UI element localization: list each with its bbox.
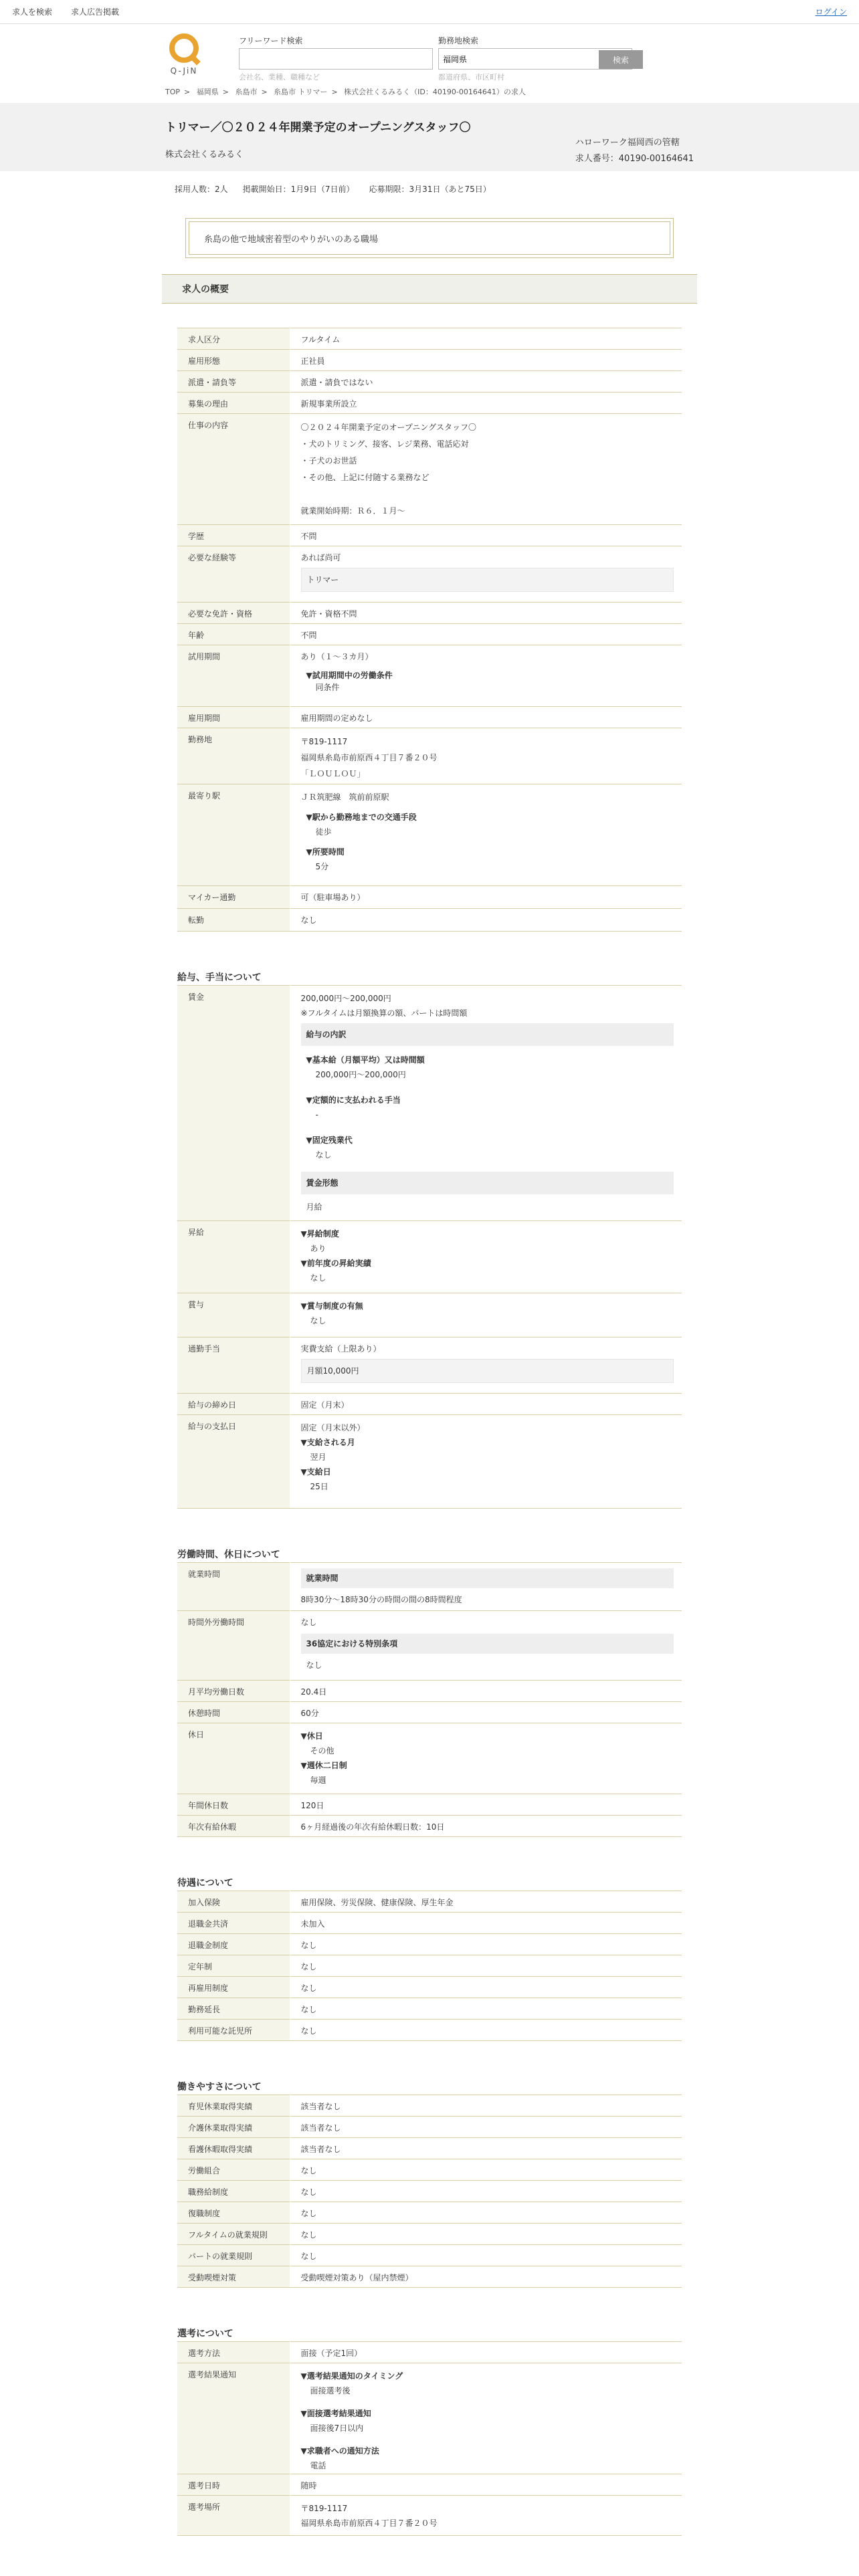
row-value: なし	[290, 1955, 682, 1977]
row-label: 看護休暇取得実績	[177, 2138, 290, 2159]
row-label: 賃金	[177, 986, 290, 1221]
row-label: 必要な経験等	[177, 546, 290, 603]
q-logo-icon	[169, 33, 199, 63]
commute-box: 月額10,000円	[301, 1359, 674, 1383]
post-ad-link[interactable]: 求人広告掲載	[71, 7, 120, 17]
row-value: 不問	[290, 525, 682, 546]
row-value: 該当者なし	[290, 2138, 682, 2159]
row-value: 〇２０２４年開業予定のオープニングスタッフ〇 ・犬のトリミング、接客、レジ業務、電話応対 ・子犬のお世話 ・その他、上記に付随する業務など 就業開始時期：Ｒ６．１月～	[290, 414, 682, 525]
row-value: 120日	[290, 1794, 682, 1816]
row-label: 雇用形態	[177, 350, 290, 371]
row-value: 面接（予定1回）	[290, 2342, 682, 2363]
row-label: 受動喫煙対策	[177, 2266, 290, 2288]
row-label: マイカー通勤	[177, 886, 290, 909]
row-value: ▼昇給制度 あり ▼前年度の昇給実績 なし	[290, 1221, 682, 1293]
row-value: 〒819-1117 福岡県糸島市前原西４丁目７番２０号 「ＬＯＵＬＯＵ」	[290, 728, 682, 784]
site-logo[interactable]	[165, 33, 203, 76]
row-value: なし	[290, 1934, 682, 1955]
company-name: 株式会社くるみるく	[165, 150, 244, 160]
row-value: 免許・資格不問	[290, 603, 682, 624]
row-value: なし	[290, 1977, 682, 1998]
office-name: ハローワーク福岡西の管轄	[575, 138, 680, 148]
row-label: 休憩時間	[177, 1702, 290, 1723]
workstyle-table	[177, 2095, 682, 2288]
catchphrase-box	[185, 218, 674, 258]
row-value: なし 36協定における特別条項 なし	[290, 1611, 682, 1681]
row-label: 休日	[177, 1723, 290, 1794]
row-value: ▼休日 その他 ▼週休二日制 毎週	[290, 1723, 682, 1794]
experience-box: トリマー	[301, 568, 674, 592]
row-label: 定年制	[177, 1955, 290, 1977]
apply-deadline: 応募期限：3月31日（あと75日）	[369, 184, 491, 194]
salary-table	[177, 985, 682, 1509]
row-label: 勤務地	[177, 728, 290, 784]
job-number: 求人番号：40190-00164641	[575, 154, 694, 164]
row-value: フルタイム	[290, 328, 682, 350]
row-value: なし	[290, 909, 682, 932]
row-label: 仕事の内容	[177, 414, 290, 525]
job-title: トリマー／〇２０２４年開業予定のオープニングスタッフ〇	[165, 121, 471, 134]
keyword-hint: 会社名、業種、職種など	[239, 73, 320, 82]
row-label: フルタイムの就業規則	[177, 2224, 290, 2245]
search-button[interactable]: 検索	[599, 50, 643, 69]
job-header	[0, 103, 859, 171]
location-hint: 都道府県、市区町村	[438, 73, 504, 82]
row-label: 選考方法	[177, 2342, 290, 2363]
row-label: 就業時間	[177, 1563, 290, 1611]
row-label: 給与の支払日	[177, 1415, 290, 1509]
row-value: 正社員	[290, 350, 682, 371]
benefits-table	[177, 1891, 682, 2041]
row-label: 月平均労働日数	[177, 1681, 290, 1702]
row-value: 200,000円〜200,000円 ※フルタイムは月額換算の額、パートは時間額 給与の内訳 ▼基本給（月額平均）又は時間額 200,000円〜200,000円 ▼定額的に支払われる手当 - ▼固定残業代 なし 賃金形態 月給	[290, 986, 682, 1221]
row-label: 年齢	[177, 624, 290, 645]
row-value: 20.4日	[290, 1681, 682, 1702]
row-label: 派遣・請負等	[177, 371, 290, 393]
job-meta	[165, 171, 694, 206]
row-value: 就業時間 8時30分〜18時30分の時間の間の8時間程度	[290, 1563, 682, 1611]
workstyle-heading: 働きやすさについて	[177, 2082, 262, 2092]
salary-heading: 給与、手当について	[177, 972, 262, 983]
row-label: 退職金共済	[177, 1913, 290, 1934]
row-label: 学歴	[177, 525, 290, 546]
row-label: 年次有給休暇	[177, 1816, 290, 1837]
row-value: 可（駐車場あり）	[290, 886, 682, 909]
top-navigation	[0, 0, 859, 24]
row-value: なし	[290, 2159, 682, 2181]
breadcrumb: TOP > 福岡県 > 糸島市 > 糸島市 トリマー > 株式会社くるみるく（ID：40190-00164641）の求人	[165, 88, 526, 96]
row-label: 育児休業取得実績	[177, 2095, 290, 2117]
row-value: なし	[290, 2224, 682, 2245]
row-value: 新規事業所設立	[290, 393, 682, 414]
keyword-label: フリーワード検索	[239, 36, 303, 45]
row-value: あれば尚可 トリマー	[290, 546, 682, 603]
row-value: 固定（月末）	[290, 1394, 682, 1415]
office-info	[575, 135, 694, 167]
selection-heading: 選考について	[177, 2329, 233, 2339]
row-value: 該当者なし	[290, 2117, 682, 2138]
breadcrumb-current: 株式会社くるみるく（ID：40190-00164641）の求人	[344, 88, 526, 96]
row-value: 60分	[290, 1702, 682, 1723]
row-label: 雇用期間	[177, 707, 290, 728]
row-value: 該当者なし	[290, 2095, 682, 2117]
row-value: 6ヶ月経過後の年次有給休暇日数：10日	[290, 1816, 682, 1837]
row-value: ▼選考結果通知のタイミング 面接選考後 ▼面接選考結果通知 面接後7日以内 ▼求職者への通知方法 電話	[290, 2363, 682, 2474]
overview-table	[177, 328, 682, 932]
row-label: 労働組合	[177, 2159, 290, 2181]
row-value: あり（１～３カ月） ▼試用期間中の労働条件 同条件	[290, 645, 682, 707]
breakdown-header: 給与の内訳	[301, 1023, 674, 1046]
job-detail	[177, 328, 682, 2536]
row-label: 勤務延長	[177, 1998, 290, 2020]
row-label: 転勤	[177, 909, 290, 932]
keyword-search	[239, 35, 433, 82]
keyword-input[interactable]	[239, 48, 433, 70]
row-label: 再雇用制度	[177, 1977, 290, 1998]
hours-heading: 労働時間、休日について	[177, 1549, 280, 1560]
logo-text: Q-JiN	[170, 66, 198, 76]
row-value: 固定（月末以外） ▼支給される月 翌月 ▼支給日 25日	[290, 1415, 682, 1509]
row-value: 実費支給（上限あり） 月額10,000円	[290, 1337, 682, 1394]
row-value: 雇用期間の定めなし	[290, 707, 682, 728]
selection-table	[177, 2341, 682, 2536]
row-label: 選考場所	[177, 2496, 290, 2536]
login-link[interactable]: ログイン	[815, 7, 847, 17]
row-value: 派遣・請負ではない	[290, 371, 682, 393]
site-header	[165, 24, 694, 86]
row-value: 随時	[290, 2474, 682, 2496]
catchphrase: 糸島の他で地域密着型のやりがいのある職場	[189, 221, 670, 255]
post-start: 掲載開始日：1月9日（7日前）	[242, 184, 355, 194]
benefits-heading: 待遇について	[177, 1878, 233, 1889]
row-value: 雇用保険、労災保険、健康保険、厚生年金	[290, 1891, 682, 1913]
staff-count: 採用人数：2人	[175, 184, 228, 194]
row-label: 必要な免許・資格	[177, 603, 290, 624]
breadcrumb-city[interactable]: 糸島市	[235, 88, 258, 96]
row-label: 最寄り駅	[177, 784, 290, 886]
row-label: 復職制度	[177, 2202, 290, 2224]
row-label: 昇給	[177, 1221, 290, 1293]
breadcrumb-category[interactable]: 糸島市 トリマー	[274, 88, 328, 96]
row-label: 時間外労働時間	[177, 1611, 290, 1681]
row-value: なし	[290, 1998, 682, 2020]
row-value: ＪＲ筑肥線 筑前前原駅 ▼駅から勤務地までの交通手段 徒歩 ▼所要時間 5分	[290, 784, 682, 886]
row-label: 利用可能な託児所	[177, 2020, 290, 2041]
section-heading: 求人の概要	[162, 274, 697, 304]
row-value: なし	[290, 2181, 682, 2202]
row-label: 試用期間	[177, 645, 290, 707]
row-value: なし	[290, 2245, 682, 2266]
row-value: なし	[290, 2202, 682, 2224]
row-label: 職務給制度	[177, 2181, 290, 2202]
row-value: 未加入	[290, 1913, 682, 1934]
row-label: 賞与	[177, 1293, 290, 1337]
location-label: 勤務地検索	[438, 36, 479, 45]
row-label: 求人区分	[177, 328, 290, 350]
row-value: なし	[290, 2020, 682, 2041]
breadcrumb-top[interactable]: TOP	[165, 88, 181, 96]
find-jobs-link[interactable]: 求人を検索	[12, 7, 53, 17]
row-label: 介護休業取得実績	[177, 2117, 290, 2138]
row-label: 選考日時	[177, 2474, 290, 2496]
row-value: ▼賞与制度の有無 なし	[290, 1293, 682, 1337]
wage-form-header: 賃金形態	[301, 1172, 674, 1194]
row-value: 受動喫煙対策あり（屋内禁煙）	[290, 2266, 682, 2288]
row-label: 退職金制度	[177, 1934, 290, 1955]
row-label: 募集の理由	[177, 393, 290, 414]
row-label: 年間休日数	[177, 1794, 290, 1816]
row-label: 選考結果通知	[177, 2363, 290, 2474]
row-label: 加入保険	[177, 1891, 290, 1913]
row-value: 不問	[290, 624, 682, 645]
row-label: 給与の締め日	[177, 1394, 290, 1415]
row-label: パートの就業規則	[177, 2245, 290, 2266]
hours-table	[177, 1562, 682, 1837]
breadcrumb-pref[interactable]: 福岡県	[196, 88, 219, 96]
row-label: 通勤手当	[177, 1337, 290, 1394]
row-value: 〒819-1117 福岡県糸島市前原西４丁目７番２０号	[290, 2496, 682, 2536]
